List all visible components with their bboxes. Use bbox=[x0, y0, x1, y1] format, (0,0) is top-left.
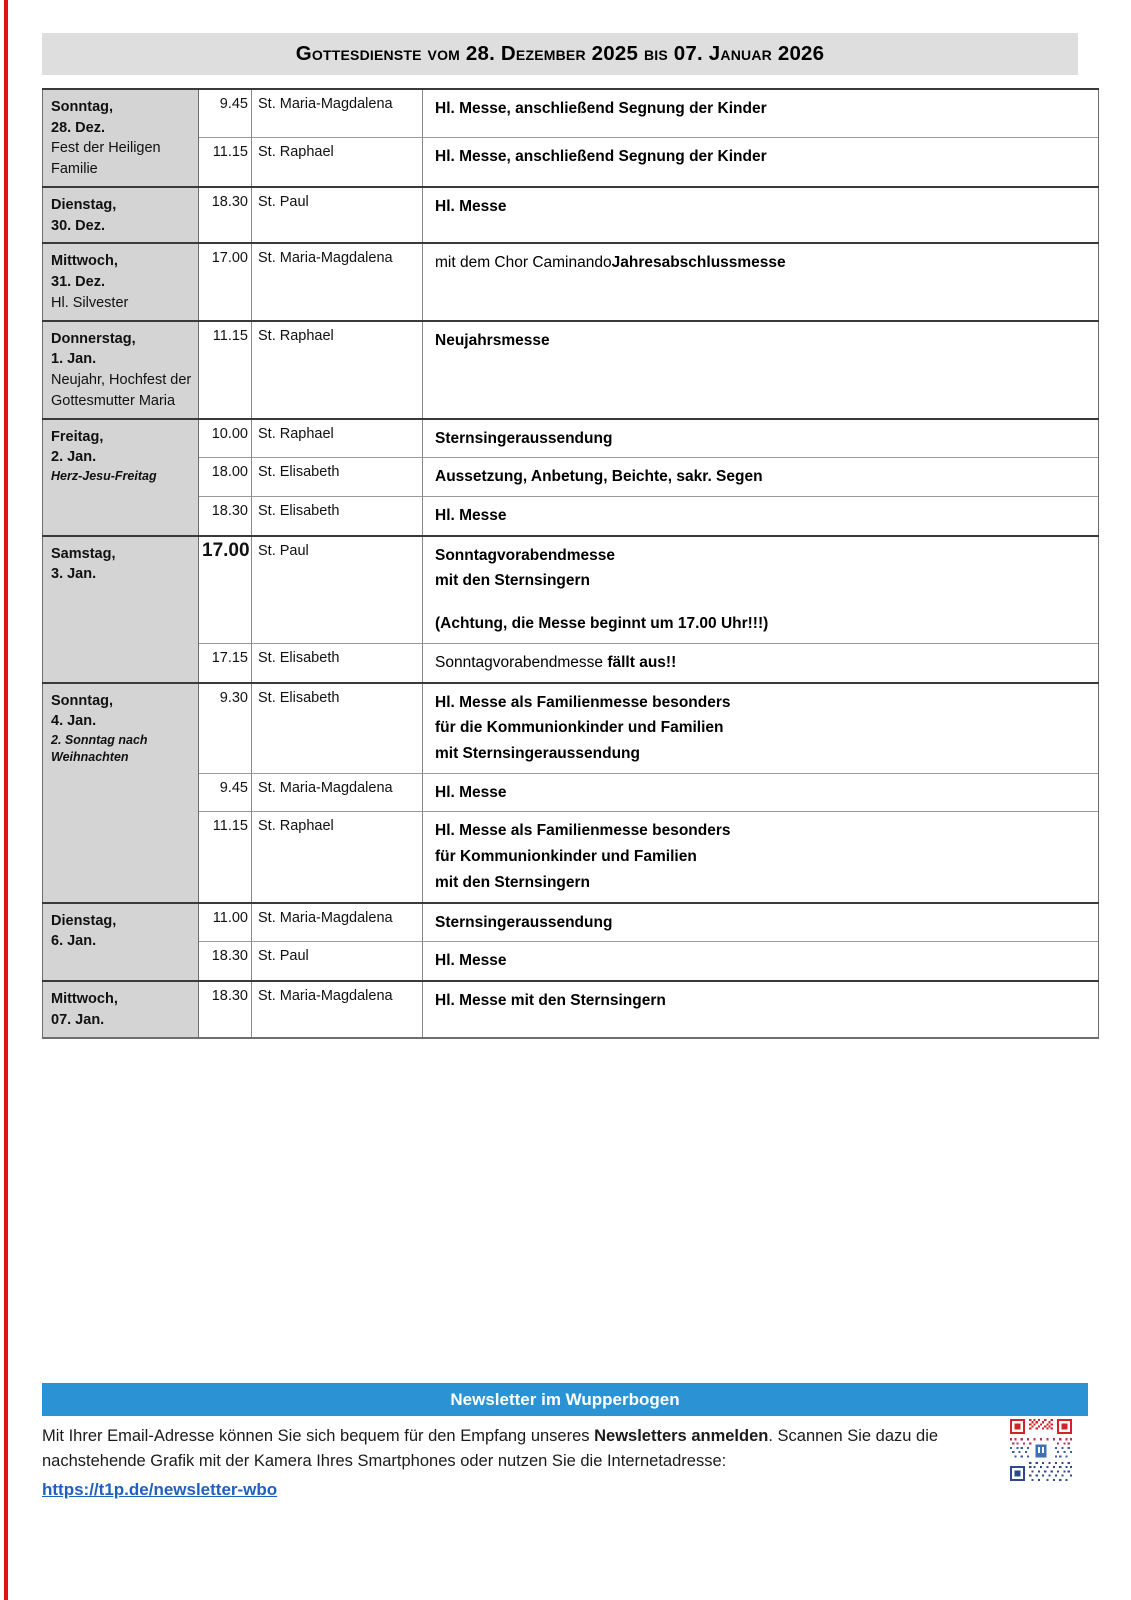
service-time: 10.00 bbox=[199, 419, 252, 458]
description-line: Hl. Messe als Familienmesse besonders bbox=[435, 822, 731, 840]
description-line: (Achtung, die Messe beginnt um 17.00 Uhr!!!) bbox=[435, 615, 769, 633]
service-time: 18.30 bbox=[199, 981, 252, 1037]
table-row bbox=[43, 243, 1099, 320]
service-time: 18.00 bbox=[199, 458, 252, 497]
service-time: 9.30 bbox=[199, 683, 252, 774]
table-row bbox=[43, 458, 1099, 497]
service-location: St. Raphael bbox=[252, 812, 423, 903]
service-location: St. Raphael bbox=[252, 138, 423, 187]
day-date: 28. Dez. bbox=[51, 119, 105, 136]
service-location: St. Maria-Magdalena bbox=[252, 243, 423, 320]
day-date: 6. Jan. bbox=[51, 933, 97, 950]
description-line: mit den Sternsingern bbox=[435, 873, 591, 891]
service-location: St. Raphael bbox=[252, 321, 423, 419]
day-note: Hl. Silvester bbox=[51, 294, 129, 311]
service-schedule-table bbox=[42, 88, 1099, 1039]
description-line: Neujahrsmesse bbox=[435, 331, 550, 349]
day-date: 1. Jan. bbox=[51, 351, 97, 368]
service-time: 11.15 bbox=[199, 138, 252, 187]
service-description bbox=[423, 138, 1099, 187]
service-description bbox=[423, 321, 1099, 419]
day-name: Samstag, bbox=[51, 545, 116, 562]
day-date: 2. Jan. bbox=[51, 449, 97, 466]
service-location: St. Maria-Magdalena bbox=[252, 903, 423, 942]
day-date: 30. Dez. bbox=[51, 217, 105, 234]
day-name: Sonntag, bbox=[51, 99, 114, 115]
table-row bbox=[43, 419, 1099, 458]
table-row bbox=[43, 496, 1099, 535]
service-location: St. Maria-Magdalena bbox=[252, 981, 423, 1037]
newsletter-url-link[interactable]: https://t1p.de/newsletter-wbo bbox=[42, 1480, 278, 1500]
table-row bbox=[43, 773, 1099, 812]
table-row bbox=[43, 89, 1099, 138]
description-line: Sonntagvorabendmesse fällt aus!! bbox=[435, 653, 677, 671]
day-cell bbox=[43, 683, 199, 903]
service-location: St. Elisabeth bbox=[252, 643, 423, 682]
description-line: mit dem Chor CaminandoJahresabschlussmesse bbox=[435, 254, 786, 272]
day-note-italic: Herz-Jesu-Freitag bbox=[51, 469, 157, 484]
service-location: St. Maria-Magdalena bbox=[252, 773, 423, 812]
newsletter-text-part2: . Scannen Sie dazu die nachstehende Grafik mit der Kamera Ihres Smartphones oder nutzen Sie die Internetadresse: bbox=[42, 1427, 939, 1471]
day-cell bbox=[43, 243, 199, 320]
service-description bbox=[423, 419, 1099, 458]
day-cell bbox=[43, 187, 199, 243]
day-note: Neujahr, Hochfest der Gottesmutter Maria bbox=[51, 372, 192, 409]
day-date: 4. Jan. bbox=[51, 713, 97, 730]
service-description bbox=[423, 773, 1099, 812]
service-description bbox=[423, 496, 1099, 535]
table-row bbox=[43, 812, 1099, 903]
table-row bbox=[43, 536, 1099, 644]
service-time: 17.15 bbox=[199, 643, 252, 682]
description-line: Sternsingeraussendung bbox=[435, 913, 613, 931]
table-row bbox=[43, 942, 1099, 981]
day-date: 3. Jan. bbox=[51, 566, 97, 583]
day-name: Freitag, bbox=[51, 428, 104, 445]
description-line: Hl. Messe mit den Sternsingern bbox=[435, 992, 666, 1010]
service-time: 18.30 bbox=[199, 496, 252, 535]
newsletter-text bbox=[42, 1424, 1002, 1503]
service-time: 11.00 bbox=[199, 903, 252, 942]
day-name: Mittwoch, bbox=[51, 991, 118, 1008]
service-location: St. Elisabeth bbox=[252, 496, 423, 535]
description-line: Hl. Messe bbox=[435, 952, 507, 970]
service-time: 17.00 bbox=[199, 243, 252, 320]
description-line: mit den Sternsingern bbox=[435, 572, 591, 590]
service-location: St. Paul bbox=[252, 536, 423, 644]
day-cell bbox=[43, 89, 199, 187]
service-time: 11.15 bbox=[199, 812, 252, 903]
service-time: 18.30 bbox=[199, 187, 252, 243]
newsletter-heading: Newsletter im Wupperbogen bbox=[450, 1389, 680, 1409]
day-cell bbox=[43, 321, 199, 419]
service-time: 11.15 bbox=[199, 321, 252, 419]
description-line: Aussetzung, Anbetung, Beichte, sakr. Segen bbox=[435, 468, 763, 486]
service-description bbox=[423, 981, 1099, 1037]
page-title: Gottesdienste vom 28. Dezember 2025 bis 07. Januar 2026 bbox=[295, 42, 825, 65]
description-line: für Kommunionkinder und Familien bbox=[435, 848, 697, 866]
day-name: Sonntag, bbox=[51, 692, 114, 709]
table-row bbox=[43, 138, 1099, 187]
description-line: Hl. Messe als Familienmesse besonders bbox=[435, 693, 731, 711]
newsletter-text-bold: Newsletters anmelden bbox=[594, 1427, 769, 1445]
day-cell bbox=[43, 419, 199, 536]
newsletter-heading-bar bbox=[42, 1383, 1088, 1416]
newsletter-body bbox=[42, 1424, 1088, 1503]
day-cell bbox=[43, 903, 199, 981]
day-note-italic: 2. Sonntag nach Weihnachten bbox=[51, 733, 148, 764]
day-note: Fest der Heiligen Familie bbox=[51, 140, 161, 178]
service-time: 9.45 bbox=[199, 89, 252, 138]
service-location: St. Raphael bbox=[252, 419, 423, 458]
service-description bbox=[423, 812, 1099, 903]
service-location: St. Paul bbox=[252, 942, 423, 981]
table-row bbox=[43, 321, 1099, 419]
service-description bbox=[423, 683, 1099, 774]
description-line: Hl. Messe bbox=[435, 197, 507, 215]
page-title-bar bbox=[42, 33, 1078, 75]
day-name: Dienstag, bbox=[51, 196, 117, 213]
table-row bbox=[43, 981, 1099, 1037]
description-line: Sonntagvorabendmesse bbox=[435, 546, 616, 564]
service-description bbox=[423, 243, 1099, 320]
table-row bbox=[43, 643, 1099, 682]
description-line: Hl. Messe bbox=[435, 506, 507, 524]
table-row bbox=[43, 187, 1099, 243]
qr-code bbox=[1010, 1419, 1072, 1481]
service-description bbox=[423, 903, 1099, 942]
service-description bbox=[423, 643, 1099, 682]
service-location: St. Elisabeth bbox=[252, 683, 423, 774]
description-line: Hl. Messe, anschließend Segnung der Kinder bbox=[435, 148, 767, 166]
service-description bbox=[423, 89, 1099, 138]
day-cell bbox=[43, 536, 199, 683]
description-line: für die Kommunionkinder und Familien bbox=[435, 719, 724, 737]
day-name: Dienstag, bbox=[51, 912, 117, 929]
service-location: St. Elisabeth bbox=[252, 458, 423, 497]
day-date: 07. Jan. bbox=[51, 1011, 105, 1028]
day-name: Donnerstag, bbox=[51, 330, 136, 347]
newsletter-text-part1: Mit Ihrer Email-Adresse können Sie sich bequem für den Empfang unseres bbox=[42, 1427, 595, 1445]
service-description bbox=[423, 458, 1099, 497]
table-row bbox=[43, 683, 1099, 774]
description-line: Hl. Messe bbox=[435, 783, 507, 801]
day-name: Mittwoch, bbox=[51, 253, 118, 270]
service-description bbox=[423, 536, 1099, 644]
description-line: Hl. Messe, anschließend Segnung der Kinder bbox=[435, 100, 767, 117]
service-description bbox=[423, 942, 1099, 981]
service-time: 17.00 bbox=[199, 536, 252, 644]
service-location: St. Paul bbox=[252, 187, 423, 243]
description-line: mit Sternsingeraussendung bbox=[435, 745, 640, 763]
day-cell bbox=[43, 981, 199, 1037]
red-margin-stripe bbox=[4, 0, 8, 1600]
description-line: Sternsingeraussendung bbox=[435, 429, 613, 447]
day-date: 31. Dez. bbox=[51, 274, 105, 291]
service-time: 18.30 bbox=[199, 942, 252, 981]
service-description bbox=[423, 187, 1099, 243]
service-location: St. Maria-Magdalena bbox=[252, 89, 423, 138]
service-time: 9.45 bbox=[199, 773, 252, 812]
table-row bbox=[43, 903, 1099, 942]
